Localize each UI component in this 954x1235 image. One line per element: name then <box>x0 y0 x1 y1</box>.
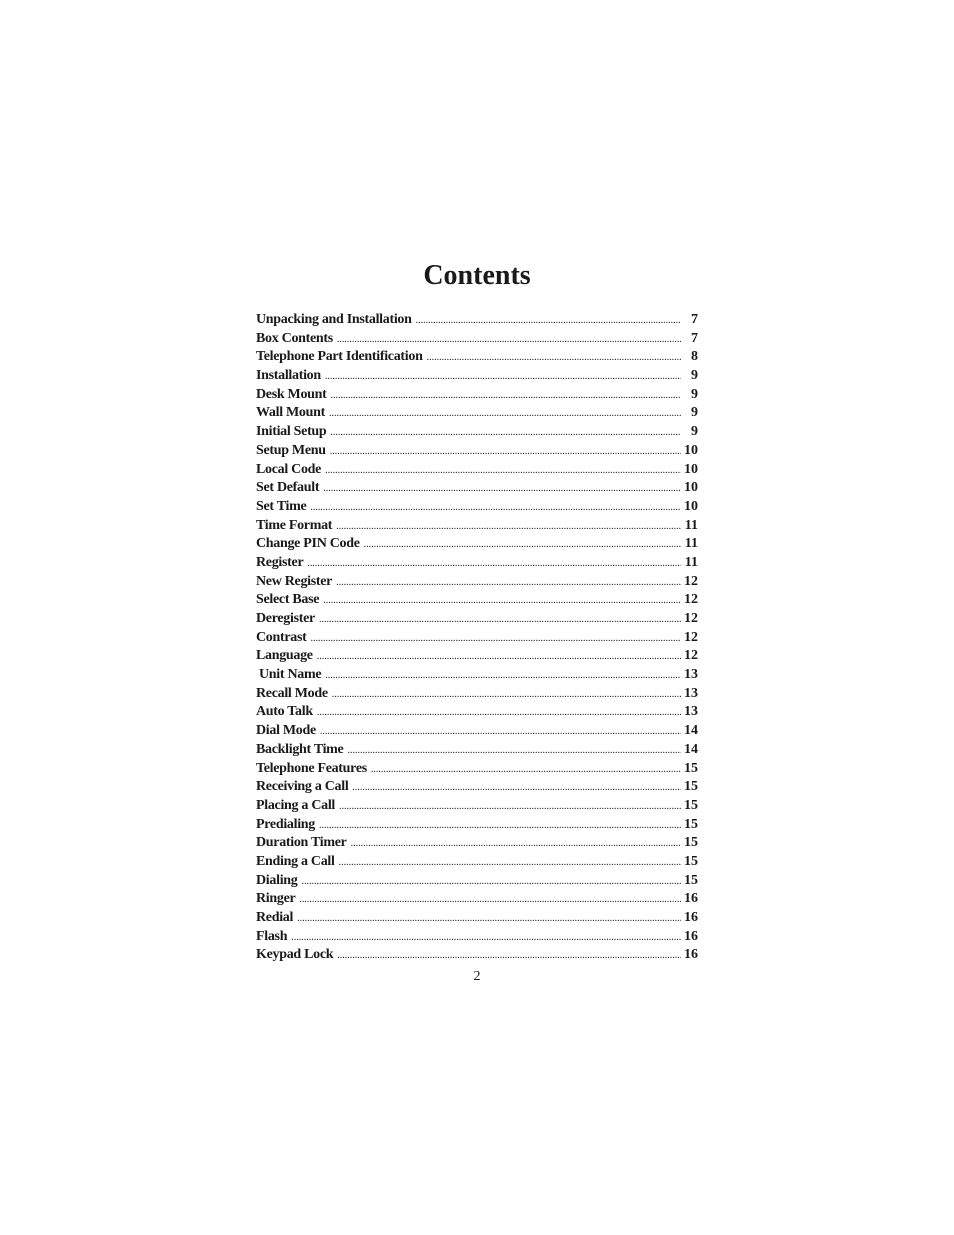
toc-entry-label: Telephone Features <box>256 760 367 776</box>
toc-entry-page: 13 <box>684 685 698 701</box>
toc-entry-page: 10 <box>684 442 698 458</box>
toc-entry-label: Set Time <box>256 498 307 514</box>
toc-entry-page: 9 <box>691 386 698 402</box>
toc-entry <box>256 480 698 499</box>
toc-entry <box>256 817 698 836</box>
toc-entry-page: 15 <box>684 779 698 795</box>
toc-dot-leader <box>337 334 681 345</box>
toc-entry-label: Ringer <box>256 891 296 907</box>
toc-dot-leader <box>325 371 681 382</box>
toc-entry <box>256 368 698 387</box>
toc-entry-page: 15 <box>684 872 698 888</box>
toc-entry <box>256 555 698 574</box>
toc-entry-page: 12 <box>684 573 698 589</box>
toc-entry <box>256 891 698 910</box>
toc-entry <box>256 424 698 443</box>
toc-dot-leader <box>301 876 681 887</box>
toc-entry <box>256 405 698 424</box>
toc-entry-label: Installation <box>256 368 321 384</box>
toc-entry-label: Deregister <box>256 611 315 626</box>
toc-entry-page: 16 <box>684 910 698 925</box>
toc-entry-label: Ending a Call <box>256 853 335 869</box>
toc-entry <box>256 742 698 761</box>
toc-entry-page: 9 <box>691 368 698 384</box>
toc-dot-leader <box>427 352 681 363</box>
toc-dot-leader <box>371 764 681 775</box>
toc-dot-leader <box>339 857 681 868</box>
toc-entry-page: 7 <box>691 312 698 327</box>
toc-entry-page: 10 <box>684 498 698 514</box>
toc-dot-leader <box>325 465 681 476</box>
toc-entry-page: 7 <box>691 330 698 346</box>
toc-entry <box>256 499 698 518</box>
toc-dot-leader <box>323 595 681 606</box>
toc-entry-label: Select Base <box>256 592 320 608</box>
toc-entry-label: Flash <box>256 928 288 944</box>
toc-entry-page: 15 <box>684 835 698 851</box>
toc-dot-leader <box>319 820 681 831</box>
toc-entry-label: Auto Talk <box>256 704 313 720</box>
toc-dot-leader <box>310 633 681 644</box>
toc-entry <box>256 723 698 742</box>
toc-dot-leader <box>329 408 681 419</box>
toc-entry-page: 12 <box>684 592 698 608</box>
toc-entry-label: Box Contents <box>256 330 333 346</box>
toc-entry-label: Duration Timer <box>256 835 347 851</box>
toc-entry <box>256 592 698 611</box>
toc-dot-leader <box>330 427 681 438</box>
toc-entry <box>256 349 698 368</box>
toc-entry-page: 13 <box>684 667 698 683</box>
toc-dot-leader <box>351 838 681 849</box>
toc-entry <box>256 929 698 948</box>
toc-entry <box>256 947 698 966</box>
toc-entry-page: 13 <box>684 704 698 720</box>
toc-dot-leader <box>339 801 681 812</box>
toc-entry-label: Dial Mode <box>256 723 316 739</box>
toc-entry-page: 10 <box>684 461 698 477</box>
toc-entry <box>256 518 698 537</box>
toc-entry <box>256 611 698 630</box>
toc-dot-leader <box>297 913 681 924</box>
toc-entry <box>256 387 698 406</box>
toc-entry <box>256 798 698 817</box>
toc-entry <box>256 331 698 350</box>
toc-dot-leader <box>364 539 681 550</box>
toc-entry <box>256 835 698 854</box>
toc-dot-leader <box>330 446 681 457</box>
toc-dot-leader <box>347 745 681 756</box>
toc-dot-leader <box>323 483 681 494</box>
toc-dot-leader <box>337 950 681 961</box>
toc-entry-label: Placing a Call <box>256 797 336 813</box>
toc-entry-label: Setup Menu <box>256 442 326 458</box>
toc-entry-label: Language <box>256 648 313 664</box>
toc-entry-label: Register <box>256 554 304 570</box>
toc-entry <box>256 574 698 593</box>
toc-entry-label: Redial <box>256 910 294 925</box>
toc-entry-page: 12 <box>684 611 698 626</box>
toc-entry-page: 15 <box>684 797 698 813</box>
page-number: 2 <box>473 969 481 984</box>
toc-entry-page: 15 <box>684 816 698 832</box>
toc-dot-leader <box>317 707 681 718</box>
toc-entry <box>256 686 698 705</box>
toc-dot-leader <box>352 782 681 793</box>
toc-entry <box>256 854 698 873</box>
toc-entry-label: Receiving a Call <box>256 779 349 795</box>
toc-entry-label: Backlight Time <box>256 741 344 757</box>
toc-entry <box>256 910 698 929</box>
toc-entry-page: 15 <box>684 760 698 776</box>
toc-entry-page: 12 <box>684 629 698 645</box>
toc-entry-label: Unit Name <box>259 667 322 683</box>
toc-entry-label: Keypad Lock <box>256 947 334 963</box>
toc-entry-page: 12 <box>684 648 698 664</box>
toc-entry-page: 9 <box>691 424 698 440</box>
toc-entry <box>256 630 698 649</box>
table-of-contents <box>256 312 698 966</box>
toc-entry <box>256 761 698 780</box>
toc-entry-label: Initial Setup <box>256 424 327 440</box>
toc-dot-leader <box>307 558 681 569</box>
toc-entry-page: 16 <box>684 891 698 907</box>
toc-entry <box>256 536 698 555</box>
toc-entry <box>256 648 698 667</box>
toc-entry-page: 14 <box>684 741 698 757</box>
toc-dot-leader <box>319 614 681 625</box>
toc-entry-label: Telephone Part Identification <box>256 349 423 365</box>
toc-entry-label: Recall Mode <box>256 685 328 701</box>
toc-entry <box>256 704 698 723</box>
toc-entry-page: 15 <box>684 853 698 869</box>
toc-entry <box>256 462 698 481</box>
toc-entry-label: Dialing <box>256 872 298 888</box>
toc-entry-label: Time Format <box>256 517 333 533</box>
toc-entry-label: Desk Mount <box>256 386 327 402</box>
toc-dot-leader <box>325 670 681 681</box>
toc-entry <box>256 873 698 892</box>
toc-dot-leader <box>416 315 681 326</box>
toc-dot-leader <box>320 726 681 737</box>
toc-entry-page: 16 <box>684 947 698 963</box>
toc-entry-page: 9 <box>691 405 698 421</box>
toc-entry-page: 10 <box>684 480 698 496</box>
toc-dot-leader <box>336 521 681 532</box>
toc-entry-page: 14 <box>684 723 698 739</box>
toc-entry <box>256 443 698 462</box>
toc-entry-label: Wall Mount <box>256 405 325 421</box>
toc-dot-leader <box>332 689 681 700</box>
toc-entry <box>256 312 698 331</box>
toc-dot-leader <box>291 932 681 943</box>
toc-entry-label: Change PIN Code <box>256 536 360 552</box>
toc-entry-page: 16 <box>684 928 698 944</box>
toc-entry <box>256 779 698 798</box>
page-title: Contents <box>423 260 531 291</box>
toc-dot-leader <box>331 390 681 401</box>
toc-entry-page: 11 <box>684 536 698 552</box>
toc-entry-label: Predialing <box>256 816 315 832</box>
toc-entry-page: 8 <box>691 349 698 365</box>
toc-entry-label: Set Default <box>256 480 320 496</box>
toc-entry-page: 11 <box>684 517 698 533</box>
toc-dot-leader <box>299 894 681 905</box>
toc-dot-leader <box>317 651 681 662</box>
toc-dot-leader <box>336 577 681 588</box>
toc-entry-label: Contrast <box>256 629 307 645</box>
toc-entry <box>256 667 698 686</box>
toc-entry-label: Local Code <box>256 461 322 477</box>
toc-entry-page: 11 <box>684 554 698 570</box>
toc-entry-label: New Register <box>256 573 333 589</box>
toc-entry-label: Unpacking and Installation <box>256 312 412 327</box>
toc-dot-leader <box>310 502 681 513</box>
